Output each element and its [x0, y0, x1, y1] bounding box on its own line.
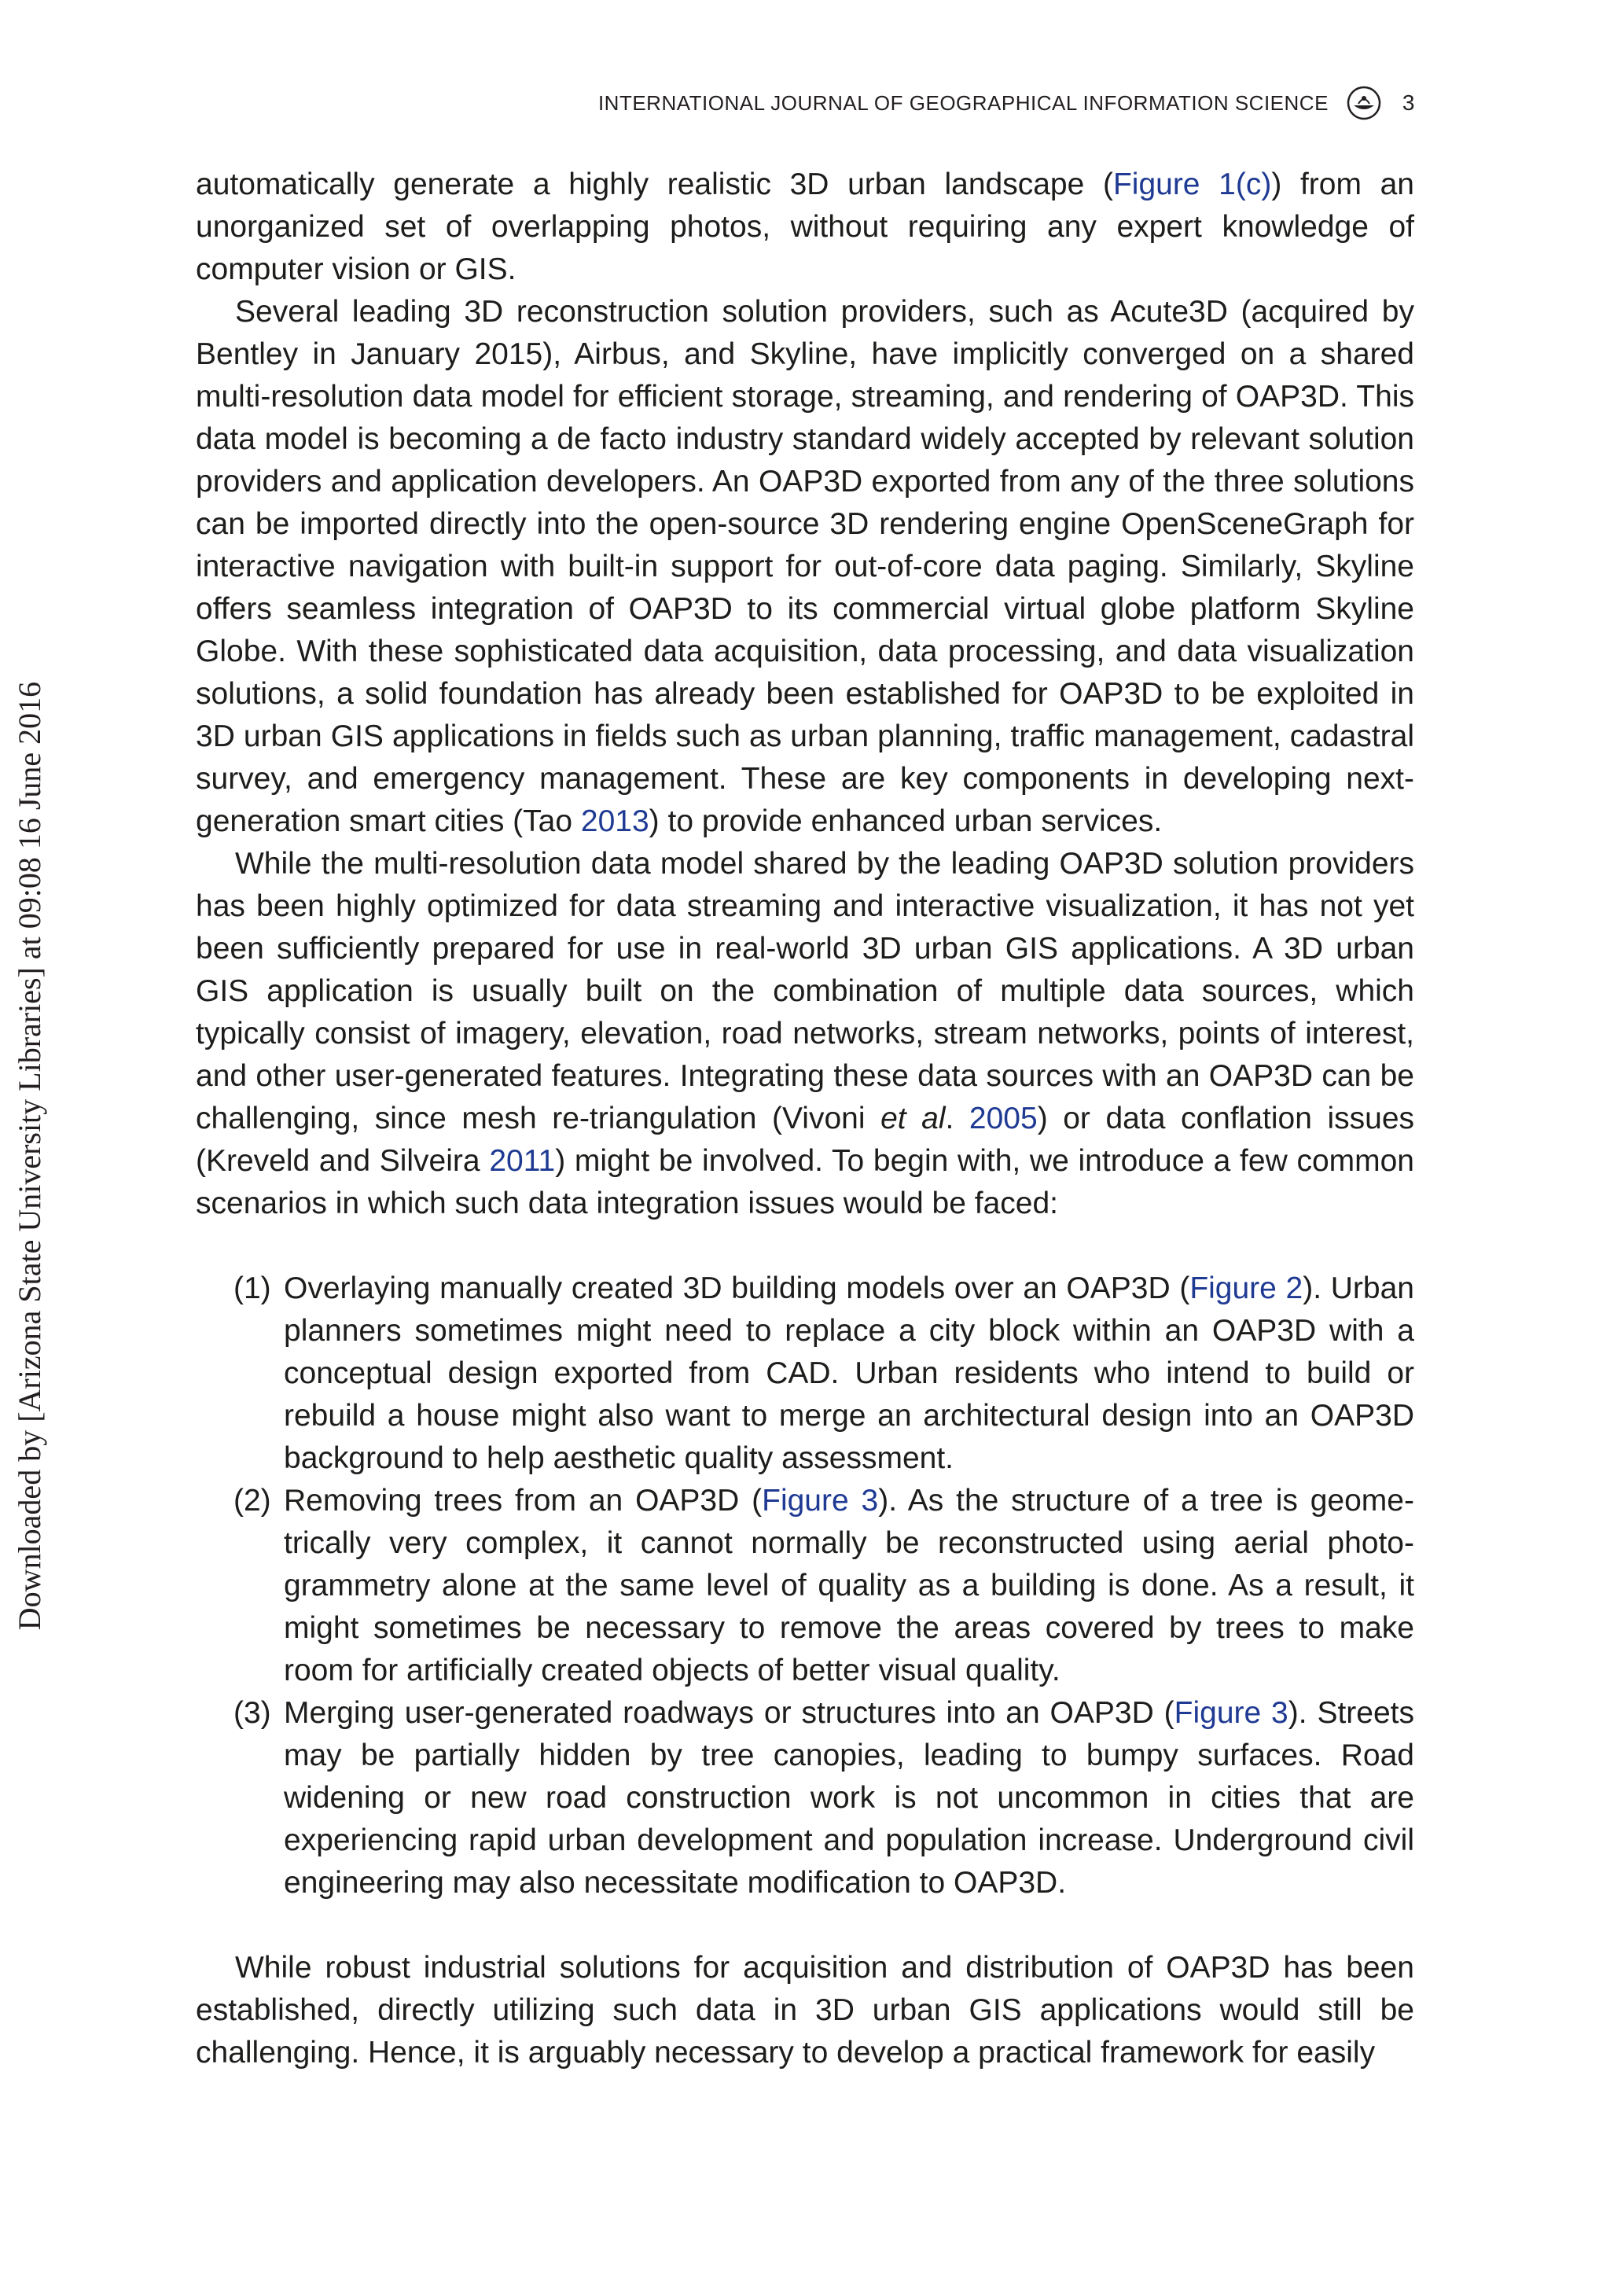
journal-logo-icon: [1346, 85, 1382, 121]
paragraph-1: automatically generate a highly realistic 3D urban landscape (Figure 1(c)) from an unorganized set of overlapping photos, without requiring any expert knowledge of computer vision or GIS.: [196, 167, 1414, 286]
list-item: (1) Overlaying manually created 3D building models over an OAP3D (Figure 2). Urban planners sometimes might need to replace a city block within an OAP3D with a conceptual design exported from CAD. Urban residents who intend to build or rebuild a house might also want to merge an architectural design into an OAP3D background to help aesthetic quality assessment.: [196, 1268, 1414, 1480]
citation-kreveld-2011-link[interactable]: 2011: [489, 1144, 556, 1178]
figure-3-link[interactable]: Figure 3: [1174, 1696, 1288, 1730]
list-item: (2) Removing trees from an OAP3D (Figure 3). As the structure of a tree is geometrically very complex, it cannot normally be reconstructed using aerial photogrammetry alone at the same level of quality as a building is done. As a result, it might sometimes be necessary to remove the areas covered by trees to make room for artificially created objects of better visual quality.: [196, 1480, 1414, 1692]
list-number: (1): [233, 1271, 271, 1305]
paragraph-2: Several leading 3D reconstruction solution providers, such as Acute3D (acquired by Bentley in January 2015), Airbus, and Skyline, have implicitly converged on a shared multi-resolution data model for efficient storage, streaming, and rendering of OAP3D. This data model is becoming a de facto industry standard widely accepted by relevant solution providers and application developers. An OAP3D exported from any of the three solutions can be imported directly into the open-source 3D rendering engine OpenSceneGraph for interactive navigation with built-in support for out-of-core data paging. Similarly, Skyline offers seamless integration of OAP3D to its commercial virtual globe platform Skyline Globe. With these sophisticated data acquisition, data processing, and data visualization solutions, a solid foundation has already been established for OAP3D to be exploited in 3D urban GIS applications in fields such as urban planning, traffic management, cadastral survey, and emergency management. These are key components in developing next-generation smart cities (Tao 2013) to provide enhanced urban services.: [196, 295, 1414, 838]
page-number: 3: [1402, 90, 1415, 115]
figure-1c-link[interactable]: Figure 1(c): [1112, 167, 1272, 201]
figure-2-link[interactable]: Figure 2: [1189, 1271, 1303, 1305]
download-note: Downloaded by [Arizona State University Libraries] at 09:08 16 June 2016: [12, 681, 47, 1631]
citation-vivoni-2005-link[interactable]: 2005: [969, 1102, 1038, 1135]
list-item: (3) Merging user-generated roadways or structures into an OAP3D (Figure 3). Streets may be partially hidden by tree canopies, leading to bumpy surfaces. Road widening or new road construction work is not uncommon in cities that are experiencing rapid urban development and population increase. Underground civil engineering may also necessitate modification to OAP3D.: [196, 1692, 1414, 1904]
article-body: [196, 164, 1414, 2074]
paragraph-4: While robust industrial solutions for acquisition and distribution of OAP3D has been established, directly utilizing such data in 3D urban GIS applications would still be challenging. Hence, it is arguably necessary to develop a practical framework for easily: [196, 1951, 1414, 2070]
scenario-list: [196, 1268, 1414, 1904]
download-watermark: [6, 660, 53, 1651]
running-header: [550, 86, 1415, 120]
list-number: (2): [233, 1484, 271, 1518]
paragraph-3: While the multi-resolution data model shared by the leading OAP3D solution providers has been highly optimized for data streaming and interactive visualization, it has not yet been sufficiently prepared for use in real-world 3D urban GIS applications. A 3D urban GIS application is usually built on the combination of multiple data sources, which typically consist of imagery, elevation, road networks, stream networks, points of interest, and other user-generated features. Integrating these data sources with an OAP3D can be challenging, since mesh re-triangulation (Vivoni et al. 2005) or data conflation issues (Kreveld and Silveira 2011) might be involved. To begin with, we introduce a few common scenarios in which such data integration issues would be faced:: [196, 847, 1415, 1220]
journal-title: INTERNATIONAL JOURNAL OF GEOGRAPHICAL INFORMATION SCIENCE: [597, 90, 1329, 115]
et-al: et al: [880, 1102, 946, 1135]
list-number: (3): [233, 1696, 271, 1730]
figure-3-link[interactable]: Figure 3: [762, 1484, 879, 1518]
citation-tao-2013-link[interactable]: 2013: [580, 804, 649, 838]
